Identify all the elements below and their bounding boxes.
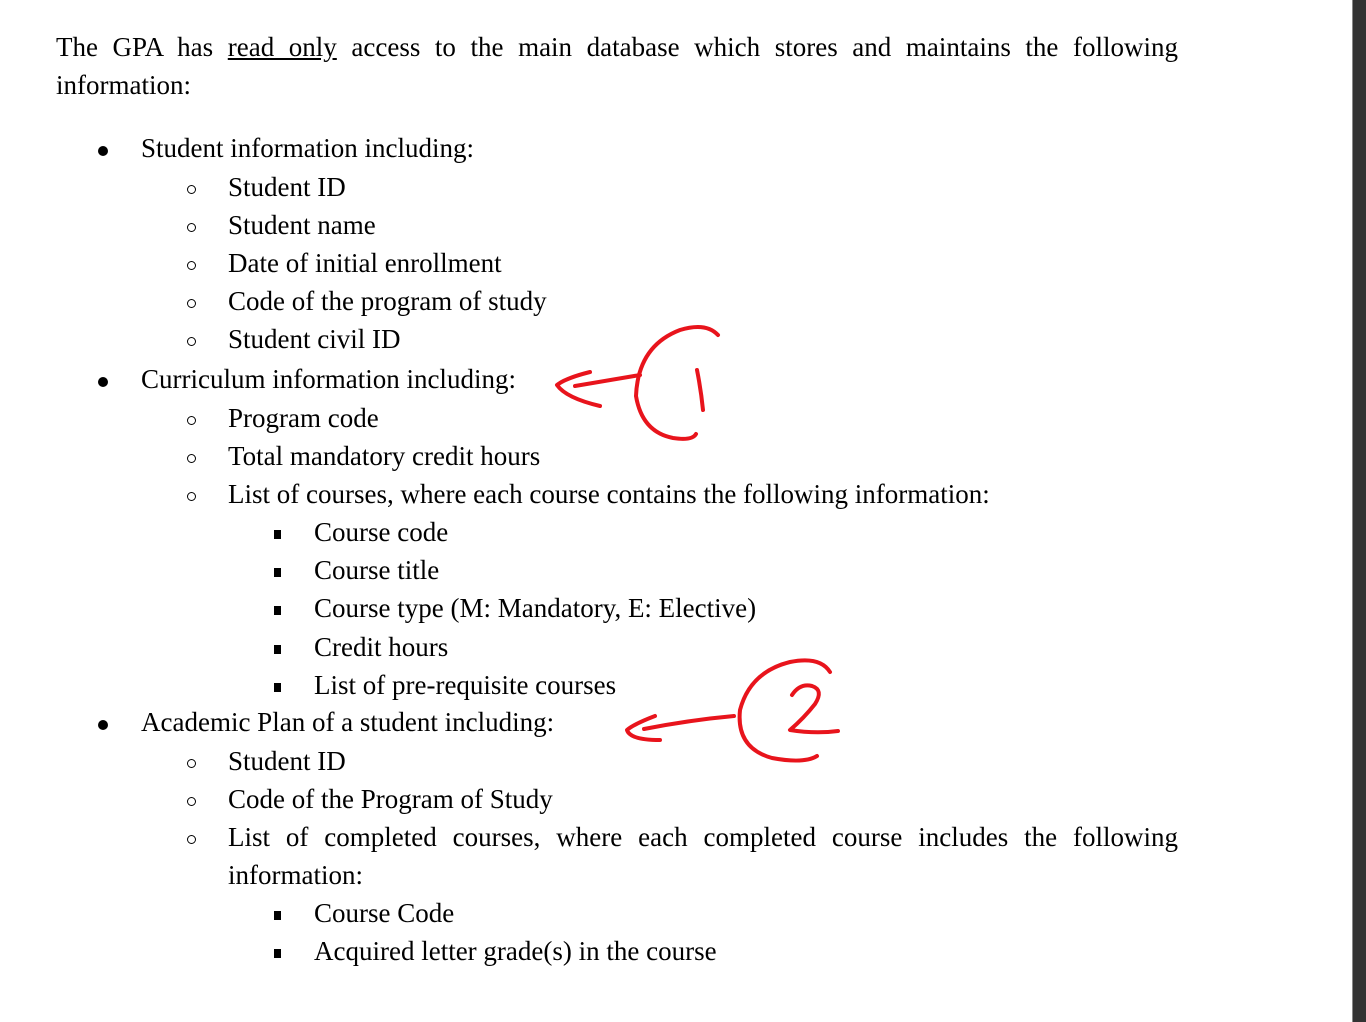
list-item: Total mandatory credit hours <box>228 441 541 471</box>
list-item: Code of the Program of Study <box>228 784 553 814</box>
viewer-scrollbar-edge[interactable] <box>1352 0 1366 1022</box>
intro-text-after: access to the main database which stores and maintains the following information: <box>56 32 1178 100</box>
bullet-circle-icon <box>187 185 196 194</box>
bullet-circle-icon <box>187 492 196 501</box>
bullet-square-icon <box>274 645 281 654</box>
bullet-square-icon <box>274 949 281 958</box>
list-item: Student civil ID <box>228 324 401 354</box>
list-item-wrapped <box>228 818 1178 894</box>
intro-text-before: The GPA has <box>56 32 228 62</box>
bullet-circle-icon <box>187 454 196 463</box>
bullet-disc-icon <box>98 720 108 730</box>
bullet-circle-icon <box>187 261 196 270</box>
wrapped-line-1: List of completed courses, where each completed course includes the following <box>228 822 1178 852</box>
section-heading-student-info: Student information including: <box>141 133 474 163</box>
sub-list-item: Course code <box>314 517 449 547</box>
list-item: Program code <box>228 403 379 433</box>
bullet-square-icon <box>274 606 281 615</box>
sub-list-item: Course Code <box>314 898 455 928</box>
list-item: Student ID <box>228 172 346 202</box>
bullet-square-icon <box>274 683 281 692</box>
list-item: Code of the program of study <box>228 286 547 316</box>
bullet-circle-icon <box>187 759 196 768</box>
bullet-disc-icon <box>98 146 108 156</box>
bullet-circle-icon <box>187 797 196 806</box>
sub-list-item: Course title <box>314 555 440 585</box>
bullet-circle-icon <box>187 299 196 308</box>
bullet-square-icon <box>274 911 281 920</box>
bullet-circle-icon <box>187 337 196 346</box>
sub-list-item: Credit hours <box>314 632 449 662</box>
bullet-circle-icon <box>187 223 196 232</box>
sub-list-item: List of pre-requisite courses <box>314 670 617 700</box>
bullet-square-icon <box>274 568 281 577</box>
intro-paragraph <box>56 28 1178 104</box>
bullet-circle-icon <box>187 416 196 425</box>
sub-list-item: Acquired letter grade(s) in the course <box>314 936 717 966</box>
section-heading-curriculum-info: Curriculum information including: <box>141 364 516 394</box>
bullet-circle-icon <box>187 835 196 844</box>
section-heading-academic-plan: Academic Plan of a student including: <box>141 707 555 737</box>
list-item: List of courses, where each course contains the following information: <box>228 479 990 509</box>
list-item: Student ID <box>228 746 346 776</box>
list-item: Date of initial enrollment <box>228 248 502 278</box>
wrapped-line-2: information: <box>228 860 363 890</box>
list-item: Student name <box>228 210 376 240</box>
bullet-disc-icon <box>98 377 108 387</box>
intro-underlined-text: read only <box>227 32 337 62</box>
sub-list-item: Course type (M: Mandatory, E: Elective) <box>314 593 757 623</box>
bullet-square-icon <box>274 530 281 539</box>
